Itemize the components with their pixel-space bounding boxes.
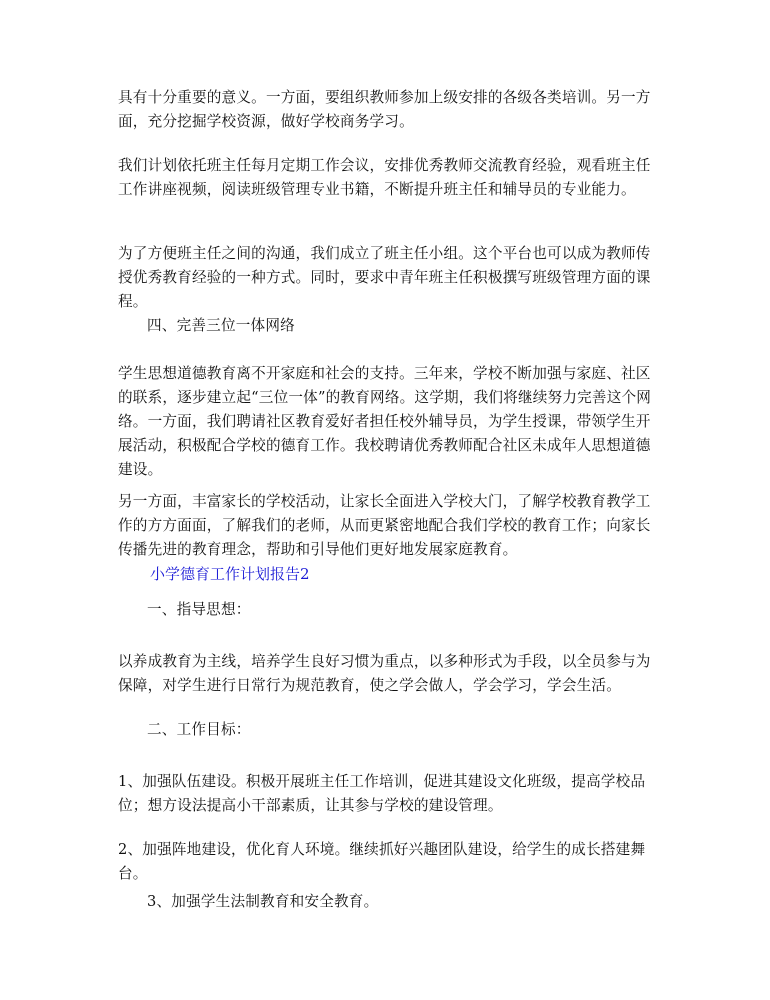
paragraph-goal-3: 3、加强学生法制教育和安全教育。 bbox=[147, 893, 379, 910]
paragraph-guiding-ideology: 以养成教育为主线，培养学生良好习惯为重点，以多种形式为手段，以全员参与为保障，对学生进行日常行为规范教育，使之学会做人，学会学习，学会生活。 bbox=[118, 653, 651, 694]
paragraph-family-community: 学生思想道德教育离不开家庭和社会的支持。三年来，学校不断加强与家庭、社区的联系，逐步建立起“三位一体”的教育网络。这学期，我们将继续努力完善这个网络。一方面，我们聘请社区教育爱好者担任校外辅导员，为学生授课，带领学生开展活动，积极配合学校的德育工作。我校聘请优秀教师配合社区未成年人思想道德建设。 bbox=[118, 365, 652, 478]
section-heading-guiding-ideology: 一、指导思想： bbox=[147, 601, 251, 618]
report-title-link[interactable]: 小学德育工作计划报告2 bbox=[150, 565, 310, 583]
paragraph-goal-2: 2、加强阵地建设，优化育人环境。继续抓好兴趣团队建设，给学生的成长搭建舞台。 bbox=[118, 841, 646, 882]
paragraph-head-teacher-meetings: 我们计划依托班主任每月定期工作会议，安排优秀教师交流教育经验，观看班主任工作讲座视频，阅读班级管理专业书籍，不断提升班主任和辅导员的专业能力。 bbox=[118, 157, 651, 198]
paragraph-parent-activities: 另一方面，丰富家长的学校活动，让家长全面进入学校大门，了解学校教育教学工作的方方面面，了解我们的老师，从而更紧密地配合我们学校的教育工作；向家长传播先进的教育理念，帮助和引导他们更好地发展家庭教育。 bbox=[118, 493, 651, 558]
paragraph-head-teacher-group: 为了方便班主任之间的沟通，我们成立了班主任小组。这个平台也可以成为教师传授优秀教育经验的一种方式。同时，要求中青年班主任积极撰写班级管理方面的课程。 bbox=[118, 245, 651, 310]
paragraph-goal-1: 1、加强队伍建设。积极开展班主任工作培训，促进其建设文化班级，提高学校品位；想方设法提高小干部素质，让其参与学校的建设管理。 bbox=[118, 773, 646, 814]
section-heading-network: 四、完善三位一体网络 bbox=[147, 317, 295, 334]
section-heading-work-goals: 二、工作目标： bbox=[147, 721, 251, 738]
paragraph-training: 具有十分重要的意义。一方面，要组织教师参加上级安排的各级各类培训。另一方面，充分挖掘学校资源，做好学校商务学习。 bbox=[118, 89, 651, 130]
